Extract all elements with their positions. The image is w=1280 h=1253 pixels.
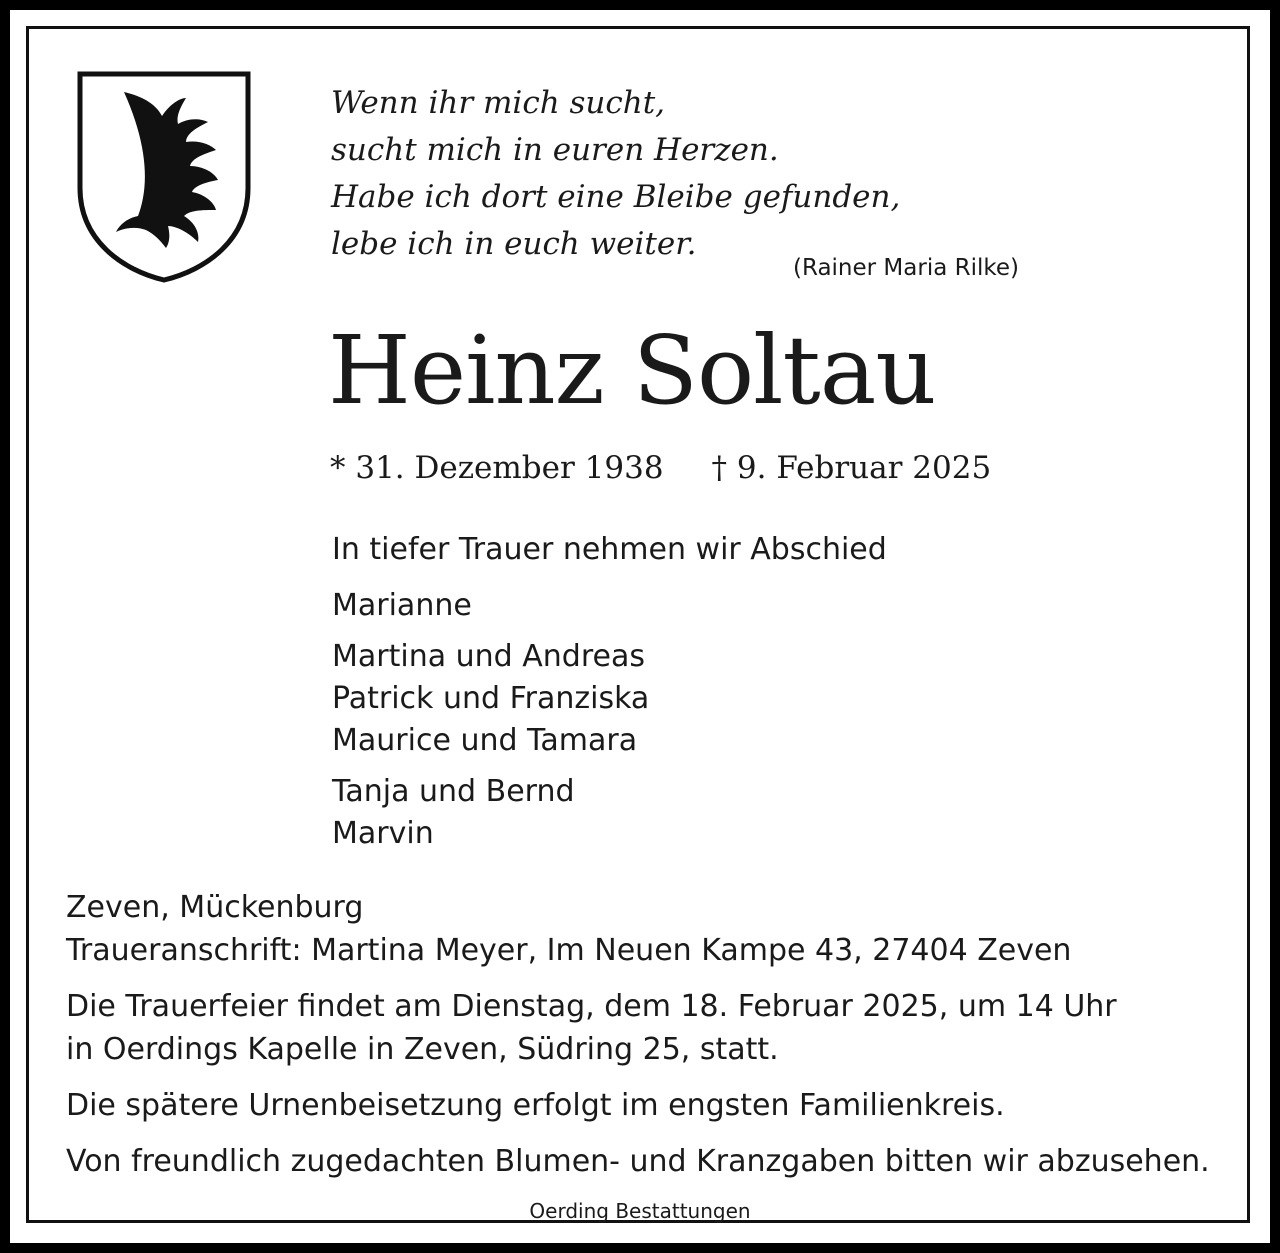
burial-notice	[66, 1084, 1210, 1127]
life-dates	[330, 450, 991, 486]
mourner-group	[332, 771, 649, 855]
mourner-group	[332, 585, 649, 627]
coat-of-arms-antler-icon	[76, 70, 252, 284]
notice-line: Die Trauerfeier findet am Dienstag, dem 18. Februar 2025, um 14 Uhr	[66, 989, 1117, 1024]
obituary-page	[10, 10, 1270, 1243]
notices	[66, 886, 1210, 1196]
poem-author: (Rainer Maria Rilke)	[793, 255, 1020, 281]
poem-line: Wenn ihr mich sucht,	[331, 85, 666, 121]
ceremony-notice	[66, 985, 1210, 1071]
death-date: † 9. Februar 2025	[711, 450, 992, 486]
poem	[331, 80, 900, 268]
poem-line: lebe ich in euch weiter.	[331, 226, 697, 262]
mourner-name: Tanja und Bernd	[332, 774, 575, 809]
mourning-intro: In tiefer Trauer nehmen wir Abschied	[332, 532, 887, 567]
funeral-home: Oerding Bestattungen	[529, 1199, 751, 1223]
address-notice	[66, 886, 1210, 972]
mourner-name: Patrick und Franziska	[332, 681, 650, 716]
notice-line: Die spätere Urnenbeisetzung erfolgt im engsten Familienkreis.	[66, 1088, 1005, 1123]
poem-line: Habe ich dort eine Bleibe gefunden,	[331, 179, 901, 215]
flowers-notice	[66, 1140, 1210, 1183]
mourner-group	[332, 636, 649, 762]
poem-line: sucht mich in euren Herzen.	[331, 132, 779, 168]
notice-line: Von freundlich zugedachten Blumen- und Kranzgaben bitten wir abzusehen.	[66, 1144, 1210, 1179]
mourner-name: Martina und Andreas	[332, 639, 645, 674]
mourner-name: Marianne	[332, 588, 472, 623]
mourner-name: Marvin	[332, 816, 434, 851]
birth-date: * 31. Dezember 1938	[330, 450, 664, 486]
deceased-name: Heinz Soltau	[328, 316, 936, 426]
notice-line: Traueranschrift: Martina Meyer, Im Neuen Kampe 43, 27404 Zeven	[66, 933, 1072, 968]
notice-line: in Oerdings Kapelle in Zeven, Südring 25, statt.	[66, 1032, 779, 1067]
mourner-list	[332, 585, 649, 864]
mourner-name: Maurice und Tamara	[332, 723, 638, 758]
notice-line: Zeven, Mückenburg	[66, 890, 364, 925]
